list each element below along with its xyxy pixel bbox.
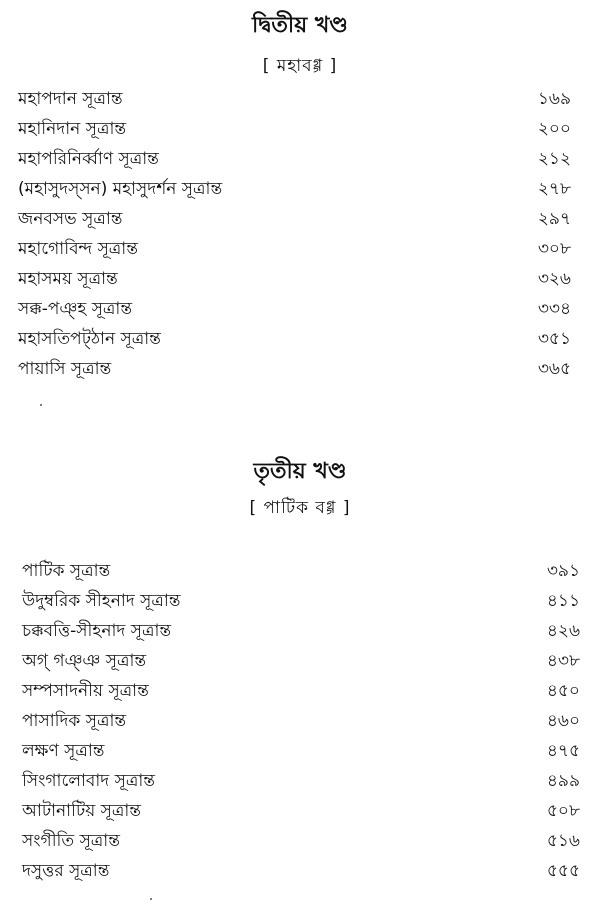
entry-title: মহানিদান সূত্রান্ত [18, 119, 127, 139]
entry-page: ৪২৬ [546, 621, 580, 641]
entry-title: পাটিক সূত্রান্ত [22, 561, 111, 581]
entry-page: ৪৩৮ [546, 651, 580, 671]
entry-page: ৩০৮ [537, 239, 571, 259]
entry-page: ২৯৭ [537, 209, 571, 229]
entry-title: মহাসময় সূত্রান্ত [18, 269, 118, 289]
entry-page: ৫০৮ [546, 801, 580, 821]
ink-speck [150, 898, 152, 900]
toc-entry [18, 266, 571, 296]
entry-page: ৪৯৯ [546, 771, 580, 791]
toc-entry [22, 588, 580, 618]
section-subtitle: [ পাটিক বগ্গ ] [249, 498, 351, 518]
entry-title: মহাসতিপট্ঠান সূত্রান্ত [18, 329, 161, 349]
entry-title: উদুম্বরিক সীহনাদ সূত্রান্ত [22, 591, 181, 611]
entry-title: সিংগালোবাদ সূত্রান্ত [22, 771, 156, 791]
entry-title: মহাপদান সূত্রান্ত [18, 89, 123, 109]
entry-page: ২১২ [537, 149, 571, 169]
ink-speck [40, 404, 42, 406]
entry-title: (মহাসুদস্সন) মহাসুদর্শন সূত্রান্ত [18, 179, 223, 199]
entry-title: দসুত্তর সূত্রান্ত [22, 861, 110, 881]
entry-page: ৩৯১ [546, 561, 580, 581]
entry-title: অগ্ গঞ্ঞ সূত্রান্ত [22, 651, 147, 671]
entry-title: পাসাদিক সূত্রান্ত [22, 711, 127, 731]
toc-entry [22, 558, 580, 588]
entry-title: আটানাটিয় সূত্রান্ত [22, 801, 142, 821]
toc-entry [22, 798, 580, 828]
toc-entry [22, 768, 580, 798]
toc-entry [22, 678, 580, 708]
entry-page: ২০০ [537, 119, 571, 139]
entry-title: মহাগোবিন্দ সূত্রান্ত [18, 239, 138, 259]
entry-page: ৩৩৪ [537, 299, 571, 319]
entry-page: ৪৫০ [546, 681, 580, 701]
section-title: তৃতীয় খণ্ড [253, 459, 347, 484]
toc-entry [18, 206, 571, 236]
section-title: দ্বিতীয় খণ্ড [252, 13, 348, 38]
entry-title: পায়াসি সূত্রান্ত [18, 359, 112, 379]
toc-entry [18, 86, 571, 116]
entry-page: ৪৬০ [546, 711, 580, 731]
toc-entry [18, 296, 571, 326]
entry-title: সক্ক-পঞ্হ সূত্রান্ত [18, 299, 133, 319]
toc-entry [18, 146, 571, 176]
toc-entry [22, 738, 580, 768]
entry-title: জনবসভ সূত্রান্ত [18, 209, 123, 229]
toc-entry [22, 618, 580, 648]
toc-list [22, 558, 580, 888]
entry-page: ৩২৬ [537, 269, 571, 289]
entry-title: সংগীতি সূত্রান্ত [22, 831, 120, 851]
toc-entry [18, 356, 571, 386]
entry-page: ৩৫১ [537, 329, 571, 349]
entry-page: ৩৬৫ [537, 359, 571, 379]
entry-page: ৫১৬ [546, 831, 580, 851]
entry-title: সম্পসাদনীয় সূত্রান্ত [22, 681, 149, 701]
entry-title: মহাপরিনির্ব্বাণ সূত্রান্ত [18, 149, 159, 169]
entry-page: ২৭৮ [537, 179, 571, 199]
entry-page: ৫৫৫ [546, 861, 580, 881]
toc-entry [22, 648, 580, 678]
entry-page: ৪১১ [546, 591, 580, 611]
toc-entry [18, 326, 571, 356]
toc-list [18, 86, 571, 386]
entry-title: চক্কবত্তি-সীহনাদ সূত্রান্ত [22, 621, 172, 641]
toc-entry [22, 858, 580, 888]
toc-entry [18, 116, 571, 146]
toc-entry [18, 176, 571, 206]
entry-title: লক্ষণ সূত্রান্ত [22, 741, 105, 761]
section-subtitle: [ মহাবগ্গ ] [262, 56, 338, 76]
toc-entry [22, 828, 580, 858]
toc-entry [22, 708, 580, 738]
entry-page: ৪৭৫ [546, 741, 580, 761]
toc-entry [18, 236, 571, 266]
entry-page: ১৬৯ [537, 89, 571, 109]
